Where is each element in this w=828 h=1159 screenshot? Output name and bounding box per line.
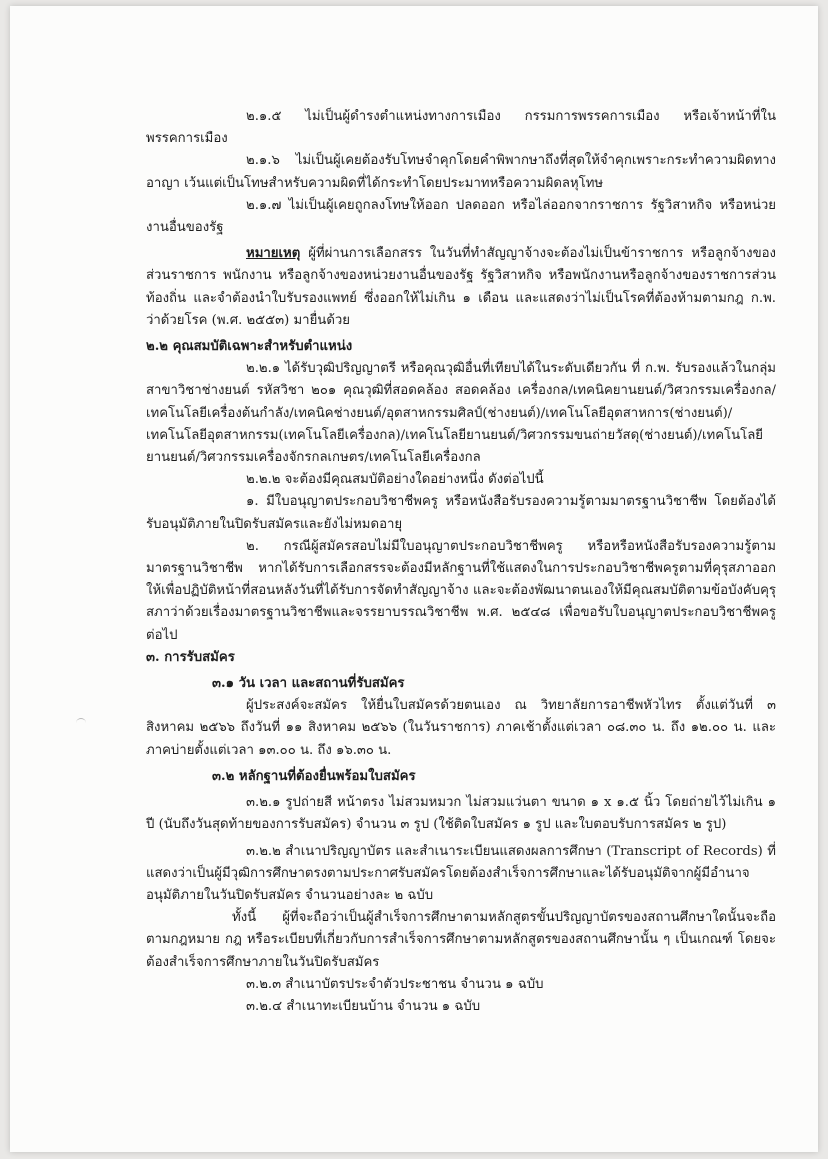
clause-3-2-2-note: ทั้งนี้ ผู้ที่จะถือว่าเป็นผู้สำเร็จการศึกษาตามหลักสูตรขั้นปริญญาบัตรของสถานศึกษาใดนั้นจะถือตามกฎหมาย กฎ หรือระเบียบที่เกี่ยวกับการสำเร็จการศึกษาตามหลักสูตรของสถานศึกษานั้น ๆ เป็นเกณฑ์ โดยจะต้องสำเร็จการศึกษาภายในวันปิดรับสมัคร xyxy=(146,910,776,970)
clause-2-2-2-item-1: ๑. มีใบอนุญาตประกอบวิชาชีพครู หรือหนังสือรับรองความรู้ตามมาตรฐานวิชาชีพ โดยต้องได้รับอนุมัติภายในปิดรับสมัครและยังไม่หมดอายุ xyxy=(146,494,776,532)
clause-3-2-1: ๓.๒.๑ รูปถ่ายสี หน้าตรง ไม่สวมหมวก ไม่สวมแว่นตา ขนาด ๑ x ๑.๕ นิ้ว โดยถ่ายไว้ไม่เกิน ๑ ปี (นับถึงวันสุดท้ายของการรับสมัคร) จำนวน ๓ รูป (ใช้ติดใบสมัคร ๑ รูป และใบตอบรับการสมัคร ๒ รูป) xyxy=(146,795,776,833)
section-3-heading: ๓. การรับสมัคร xyxy=(146,649,235,665)
clause-3-2-3: ๓.๒.๓ สำเนาบัตรประจำตัวประชาชน จำนวน ๑ ฉบับ xyxy=(246,976,544,992)
section-3-2-heading: ๓.๒ หลักฐานที่ต้องยื่นพร้อมใบสมัคร xyxy=(212,768,416,784)
section-2-2-heading: ๒.๒ คุณสมบัติเฉพาะสำหรับตำแหน่ง xyxy=(146,339,353,355)
document-body xyxy=(146,106,776,1018)
clause-2-1-7: ๒.๑.๗ ไม่เป็นผู้เคยถูกลงโทษให้ออก ปลดออก หรือไล่ออกจากราชการ รัฐวิสาหกิจ หรือหน่วยงานอื่นของรัฐ xyxy=(146,197,776,236)
clause-2-2-2-item-2: ๒. กรณีผู้สมัครสอบไม่มีใบอนุญาตประกอบวิชาชีพครู หรือหรือหนังสือรับรองความรู้ตามมาตรฐานวิชาชีพ หากได้รับการเลือกสรรจะต้องมีหลักฐานที่ใช้แสดงในการประกอบวิชาชีพครูตามที่คุรุสภาออกให้เพื่อปฏิบัติหน้าที่สอนหลังวันที่ได้รับการจัดทำสัญญาจ้าง และจะต้องพัฒนาตนเองให้มีคุณสมบัติตามข้อบังคับคุรุสภาว่าด้วยเรื่องมาตรฐานวิชาชีพและจรรยาบรรณวิชาชีพ พ.ศ. ๒๕๔๘ เพื่อขอรับใบอนุญาตประกอบวิชาชีพครูต่อไป xyxy=(146,538,776,643)
clause-3-2-4: ๓.๒.๔ สำเนาทะเบียนบ้าน จำนวน ๑ ฉบับ xyxy=(246,998,481,1014)
section-3-1-heading: ๓.๑ วัน เวลา และสถานที่รับสมัคร xyxy=(212,676,405,692)
clause-3-2-2: ๓.๒.๒ สำเนาปริญญาบัตร และสำเนาระเบียนแสดงผลการศึกษา (Transcript of Records) ที่แสดงว่าเป็นผู้มีวุฒิการศึกษาตรงตามประกาศรับสมัครโดยต้องสำเร็จการศึกษาและได้รับอนุมัติจากผู้มีอำนาจอนุมัติภายในวันปิดรับสมัคร จำนวนอย่างละ ๒ ฉบับ xyxy=(146,843,776,903)
clause-2-2-1: ๒.๒.๑ ได้รับวุฒิปริญญาตรี หรือคุณวุฒิอื่นที่เทียบได้ในระดับเดียวกัน ที่ ก.พ. รับรองแล้วในกลุ่มสาขาวิชาช่างยนต์ รหัสวิชา ๒๐๑ คุณวุฒิที่สอดคล้อง สอดคล้อง เครื่องกล/เทคนิคยานยนต์/วิศวกรรมเครื่องกล/เทคโนโลยีเครื่องต้นกำลัง/เทคนิคช่างยนต์/อุตสาหกรรมศิลป์(ช่างยนต์)/เทคโนโลยีอุตสาหการ(ช่างยนต์)/เทคโนโลยีอุตสาหกรรม(เทคโนโลยีเครื่องกล)/เทคโนโลยียานยนต์/วิศวกรรมขนถ่ายวัสดุ(ช่างยนต์)/เทคโนโลยียานยนต์/วิศวกรรมเครื่องจักรกลเกษตร/เทคโนโลยีเครื่องกล xyxy=(146,361,776,466)
clause-2-1-6: ๒.๑.๖ ไม่เป็นผู้เคยต้องรับโทษจำคุกโดยคำพิพากษาถึงที่สุดให้จำคุกเพราะกระทำความผิดทางอาญา เว้นแต่เป็นโทษสำหรับความผิดที่ได้กระทำโดยประมาทหรือความผิดลหุโทษ xyxy=(146,153,776,191)
clause-2-1-5: ๒.๑.๕ ไม่เป็นผู้ดำรงตำแหน่งทางการเมือง กรรมการพรรคการเมือง หรือเจ้าหน้าที่ในพรรคการเมือง xyxy=(146,109,776,147)
note-label: หมายเหตุ xyxy=(246,246,301,262)
clause-3-1: ผู้ประสงค์จะสมัคร ให้ยื่นใบสมัครด้วยตนเอง ณ วิทยาลัยการอาชีพหัวไทร ตั้งแต่วันที่ ๓ สิงหาคม ๒๕๖๖ ถึงวันที่ ๑๑ สิงหาคม ๒๕๖๖ (ในวันราชการ) ภาคเช้าตั้งแต่เวลา ๐๘.๓๐ น. ถึง ๑๒.๐๐ น. และภาคบ่ายตั้งแต่เวลา ๑๓.๐๐ น. ถึง ๑๖.๓๐ น. xyxy=(146,698,776,758)
note-text: ผู้ที่ผ่านการเลือกสรร ในวันที่ทำสัญญาจ้างจะต้องไม่เป็นข้าราชการ หรือลูกจ้างของส่วนราชการ พนักงาน หรือลูกจ้างของหน่วยงานอื่นของรัฐ รัฐวิสาหกิจ หรือพนักงานหรือลูกจ้างของราชการส่วนท้องถิ่น และจำต้องนำใบรับรองแพทย์ ซึ่งออกให้ไม่เกิน ๑ เดือน และแสดงว่าไม่เป็นโรคที่ต้องห้ามตามกฎ ก.พ. ว่าด้วยโรค (พ.ศ. ๒๕๕๓) มายื่นด้วย xyxy=(146,246,776,328)
clause-2-2-2: ๒.๒.๒ จะต้องมีคุณสมบัติอย่างใดอย่างหนึ่ง ดังต่อไปนี้ xyxy=(246,472,544,488)
note-paragraph xyxy=(146,243,776,332)
document-page xyxy=(10,6,818,1152)
punch-hole-mark xyxy=(76,718,86,723)
